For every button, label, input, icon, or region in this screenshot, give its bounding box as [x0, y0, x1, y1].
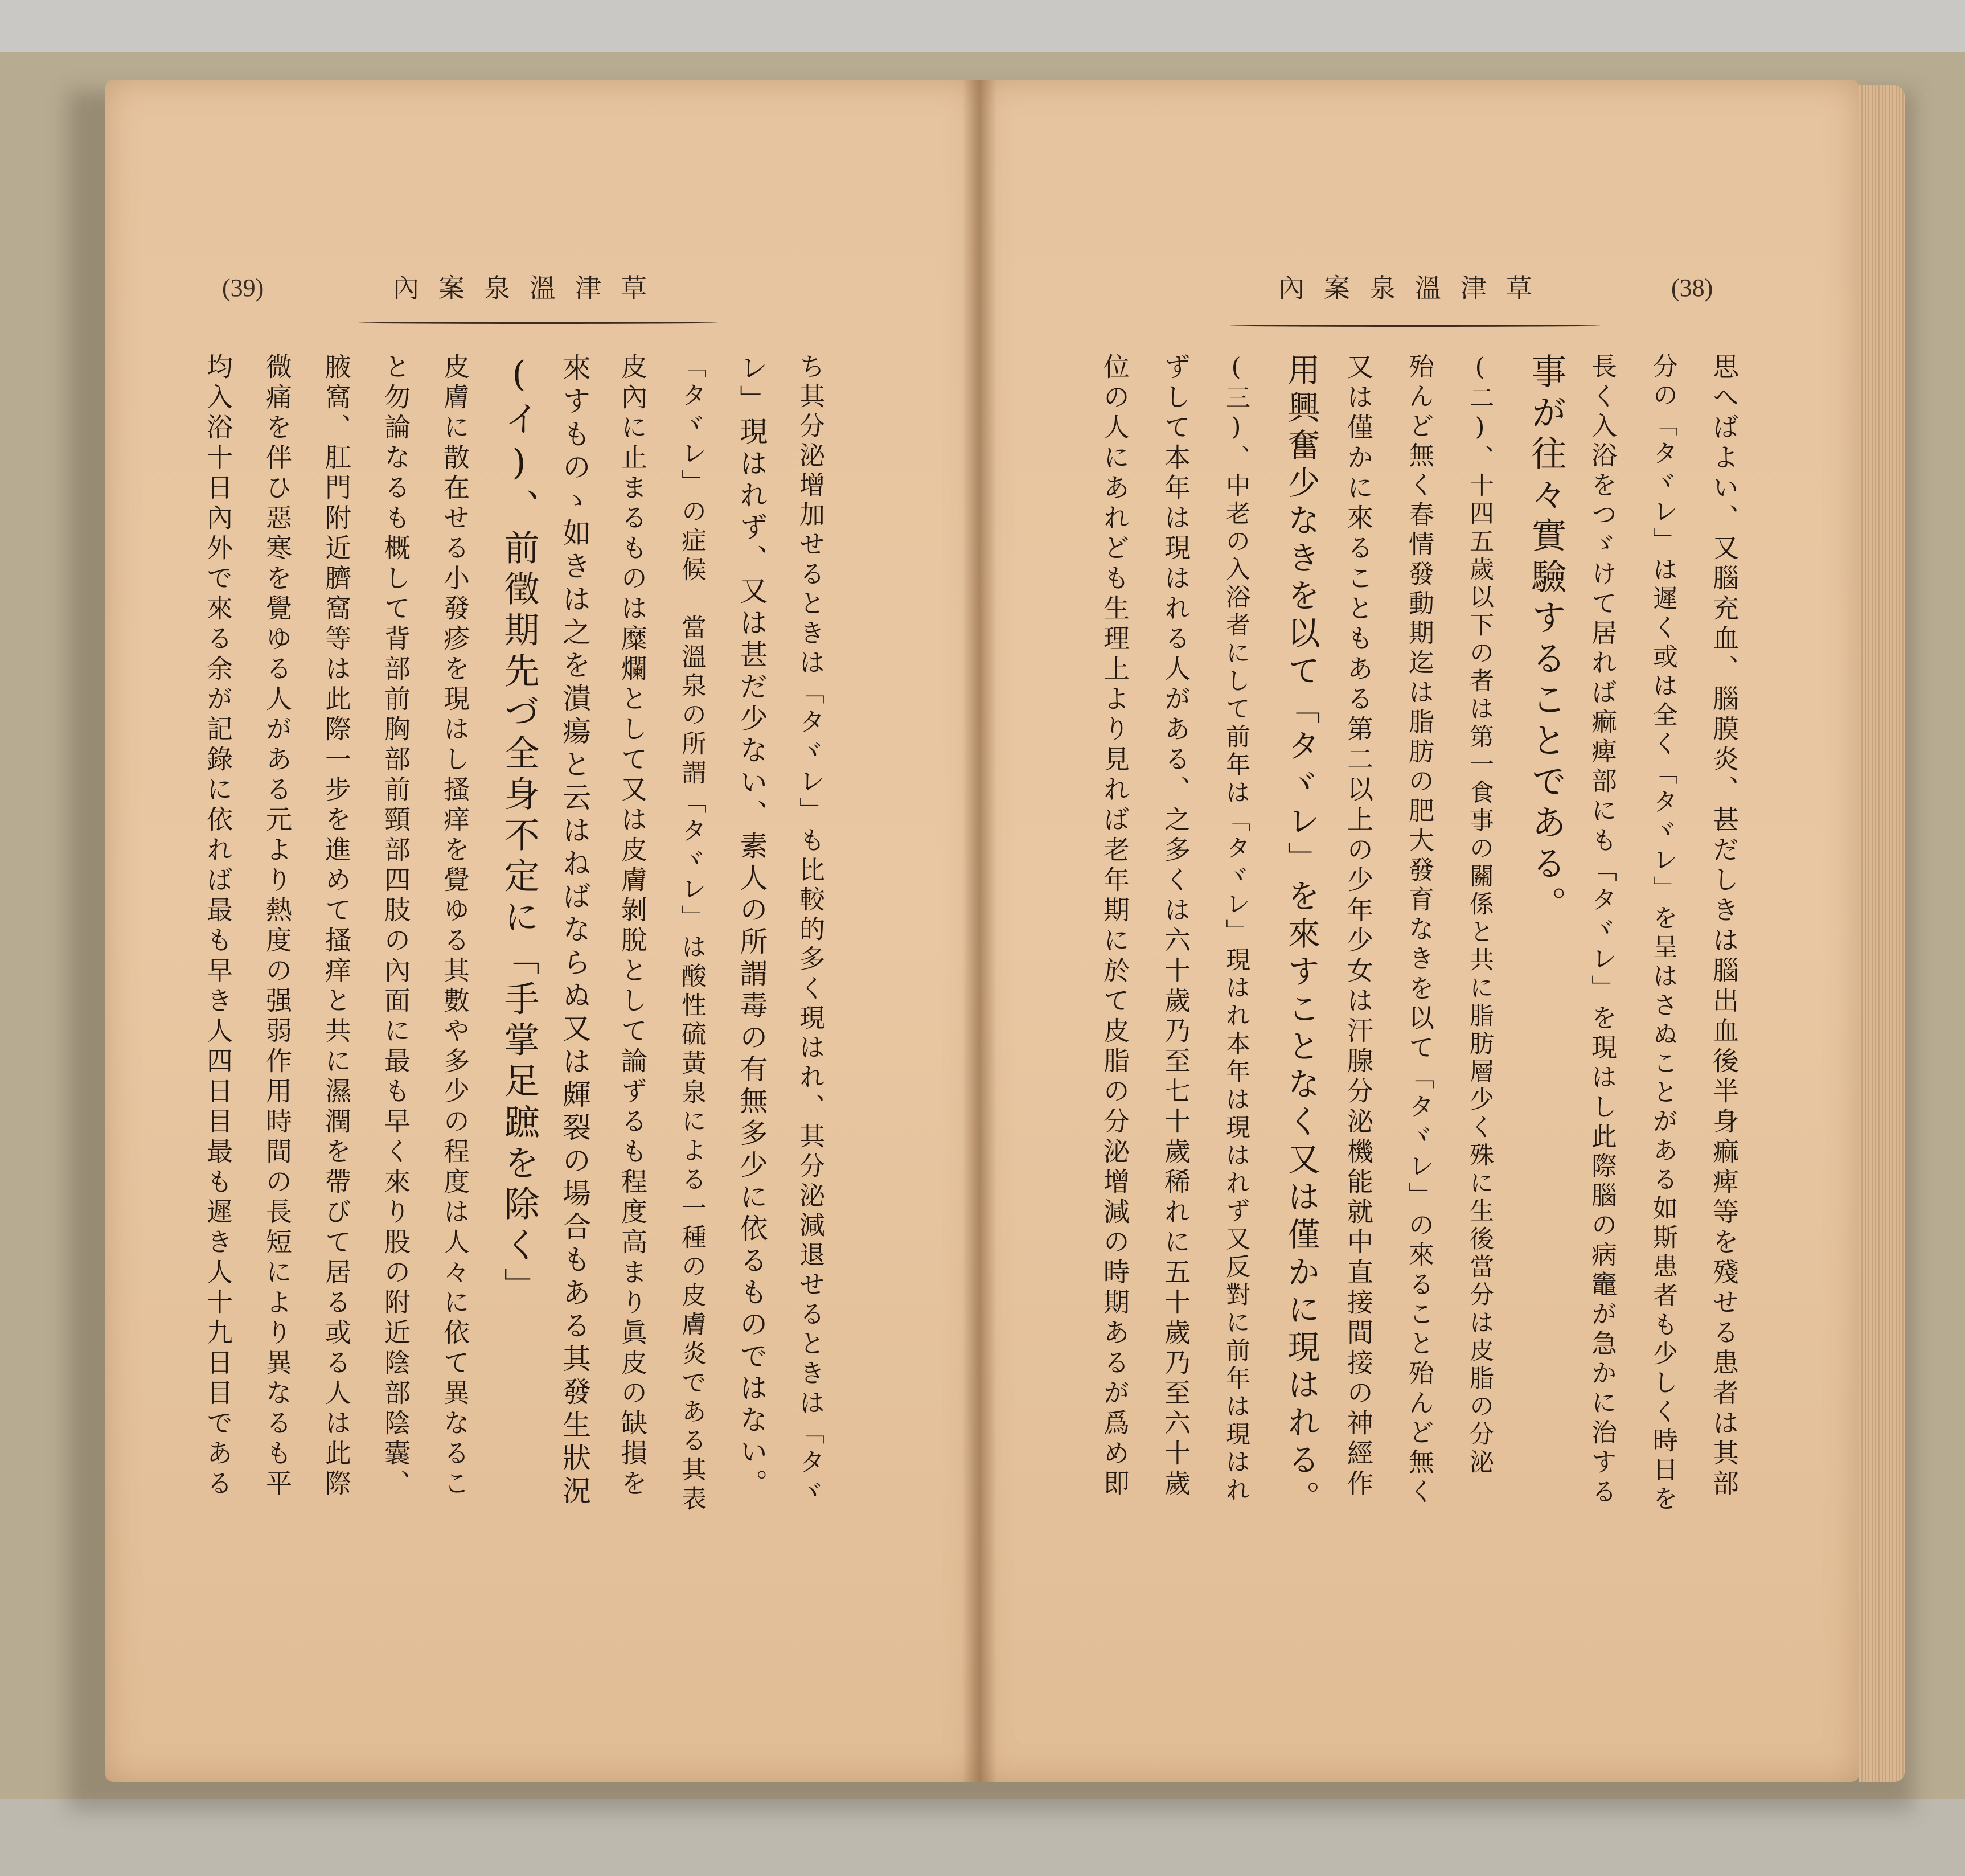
left-text-line: 皮內に止まるものは糜爛として又は皮膚剝脫として論ずるも程度高まり眞皮の缺損を: [617, 353, 648, 1500]
background-top: [0, 0, 1965, 52]
right-running-title: 內案泉溫津草: [1278, 273, 1552, 303]
right-text-line: ずして本年は現はれる人がある、之多くは六十歲乃至七十歲稀れに五十歲乃至六十歲: [1160, 353, 1191, 1500]
right-text-line: 位の人にあれども生理上より見れば老年期に於て皮脂の分泌增減の時期あるが爲め即: [1100, 353, 1130, 1500]
right-text-line: (三)、中老の入浴者にして前年は「タヾレ」現はれ本年は現はれず又反對に前年は現はれ: [1222, 353, 1250, 1505]
left-page: [105, 80, 979, 1782]
right-header-rule: [1230, 325, 1600, 327]
left-text-line: 均入浴十日內外で來る余が記錄に依れば最も早き人四日目最も遲き人十九日目である: [203, 353, 233, 1500]
left-page-number: (39): [222, 274, 264, 302]
right-page-number: (38): [1671, 274, 1713, 302]
book-gutter: [962, 80, 996, 1782]
right-text-line: 用興奮少なきを以て「タヾレ」を來すことなく又は僅かに現はれる。: [1282, 353, 1320, 1518]
right-text-line: 思へばよい、又腦充血、腦膜炎、甚だしきは腦出血後半身痲痺等を殘せる患者は其部: [1709, 353, 1740, 1500]
left-text-line: 來すものゝ如きは之を潰瘍と云はねばならぬ又は皹裂の場合もある其發生狀況: [558, 353, 591, 1509]
left-text-line: (イ)、前徵期先づ全身不定に「手掌足蹠を除く」: [498, 353, 540, 1308]
right-text-line: 又は僅かに來ることもある第二以上の少年少女は汗腺分泌機能就中直接間接の神經作: [1343, 353, 1374, 1500]
background-bottom: [0, 1799, 1965, 1876]
left-text-line: 微痛を伴ひ惡寒を覺ゆる人がある元より熱度の强弱作用時間の長短により異なるも平: [262, 353, 293, 1500]
left-text-line: 皮膚に散在せる小發疹を現はし搔痒を覺ゆる其數や多少の程度は人々に依て異なるこ: [440, 353, 470, 1500]
page-edges: [1859, 85, 1905, 1782]
left-running-title: 內案泉溫津草: [393, 273, 666, 303]
left-text-line: ち其分泌增加せるときは「タヾレ」も比較的多く現はれ、其分泌減退せるときは「タヾ: [795, 353, 825, 1508]
right-text-line: 長く入浴をつゞけて居れば痲痺部にも「タヾレ」を現はし此際腦の病竈が急かに治する: [1587, 353, 1617, 1508]
left-text-line: 腋窩、肛門附近臍窩等は此際一步を進めて搔痒と共に濕潤を帶びて居る或る人は此際: [321, 353, 352, 1500]
left-text-line: 「タヾレ」の症候 當溫泉の所謂「タヾレ」は酸性硫黃泉による一種の皮膚炎である其表: [677, 353, 706, 1514]
right-text-line: 殆んど無く春情發動期迄は脂肪の肥大發育なきを以て「タヾレ」の來ること殆んど無く: [1404, 353, 1434, 1508]
left-header-rule: [359, 322, 717, 324]
right-text-line: 分の「タヾレ」は遲く或は全く「タヾレ」を呈はさぬことがある如斯患者も少しく時日を: [1648, 353, 1677, 1514]
left-text-line: と勿論なるも概して背部前胸部前頸部四肢の內面に最も早く來り股の附近陰部陰囊、: [380, 353, 411, 1500]
left-text-line: レ」現はれず、又は甚だ少ない、素人の所謂毒の有無多少に依るものではない。: [736, 353, 768, 1501]
right-text-line: 事が往々實驗することである。: [1525, 353, 1567, 927]
right-text-line: (二)、十四五歲以下の者は第一食事の關係と共に脂肪層少く殊に生後當分は皮脂の分泌: [1466, 353, 1494, 1477]
